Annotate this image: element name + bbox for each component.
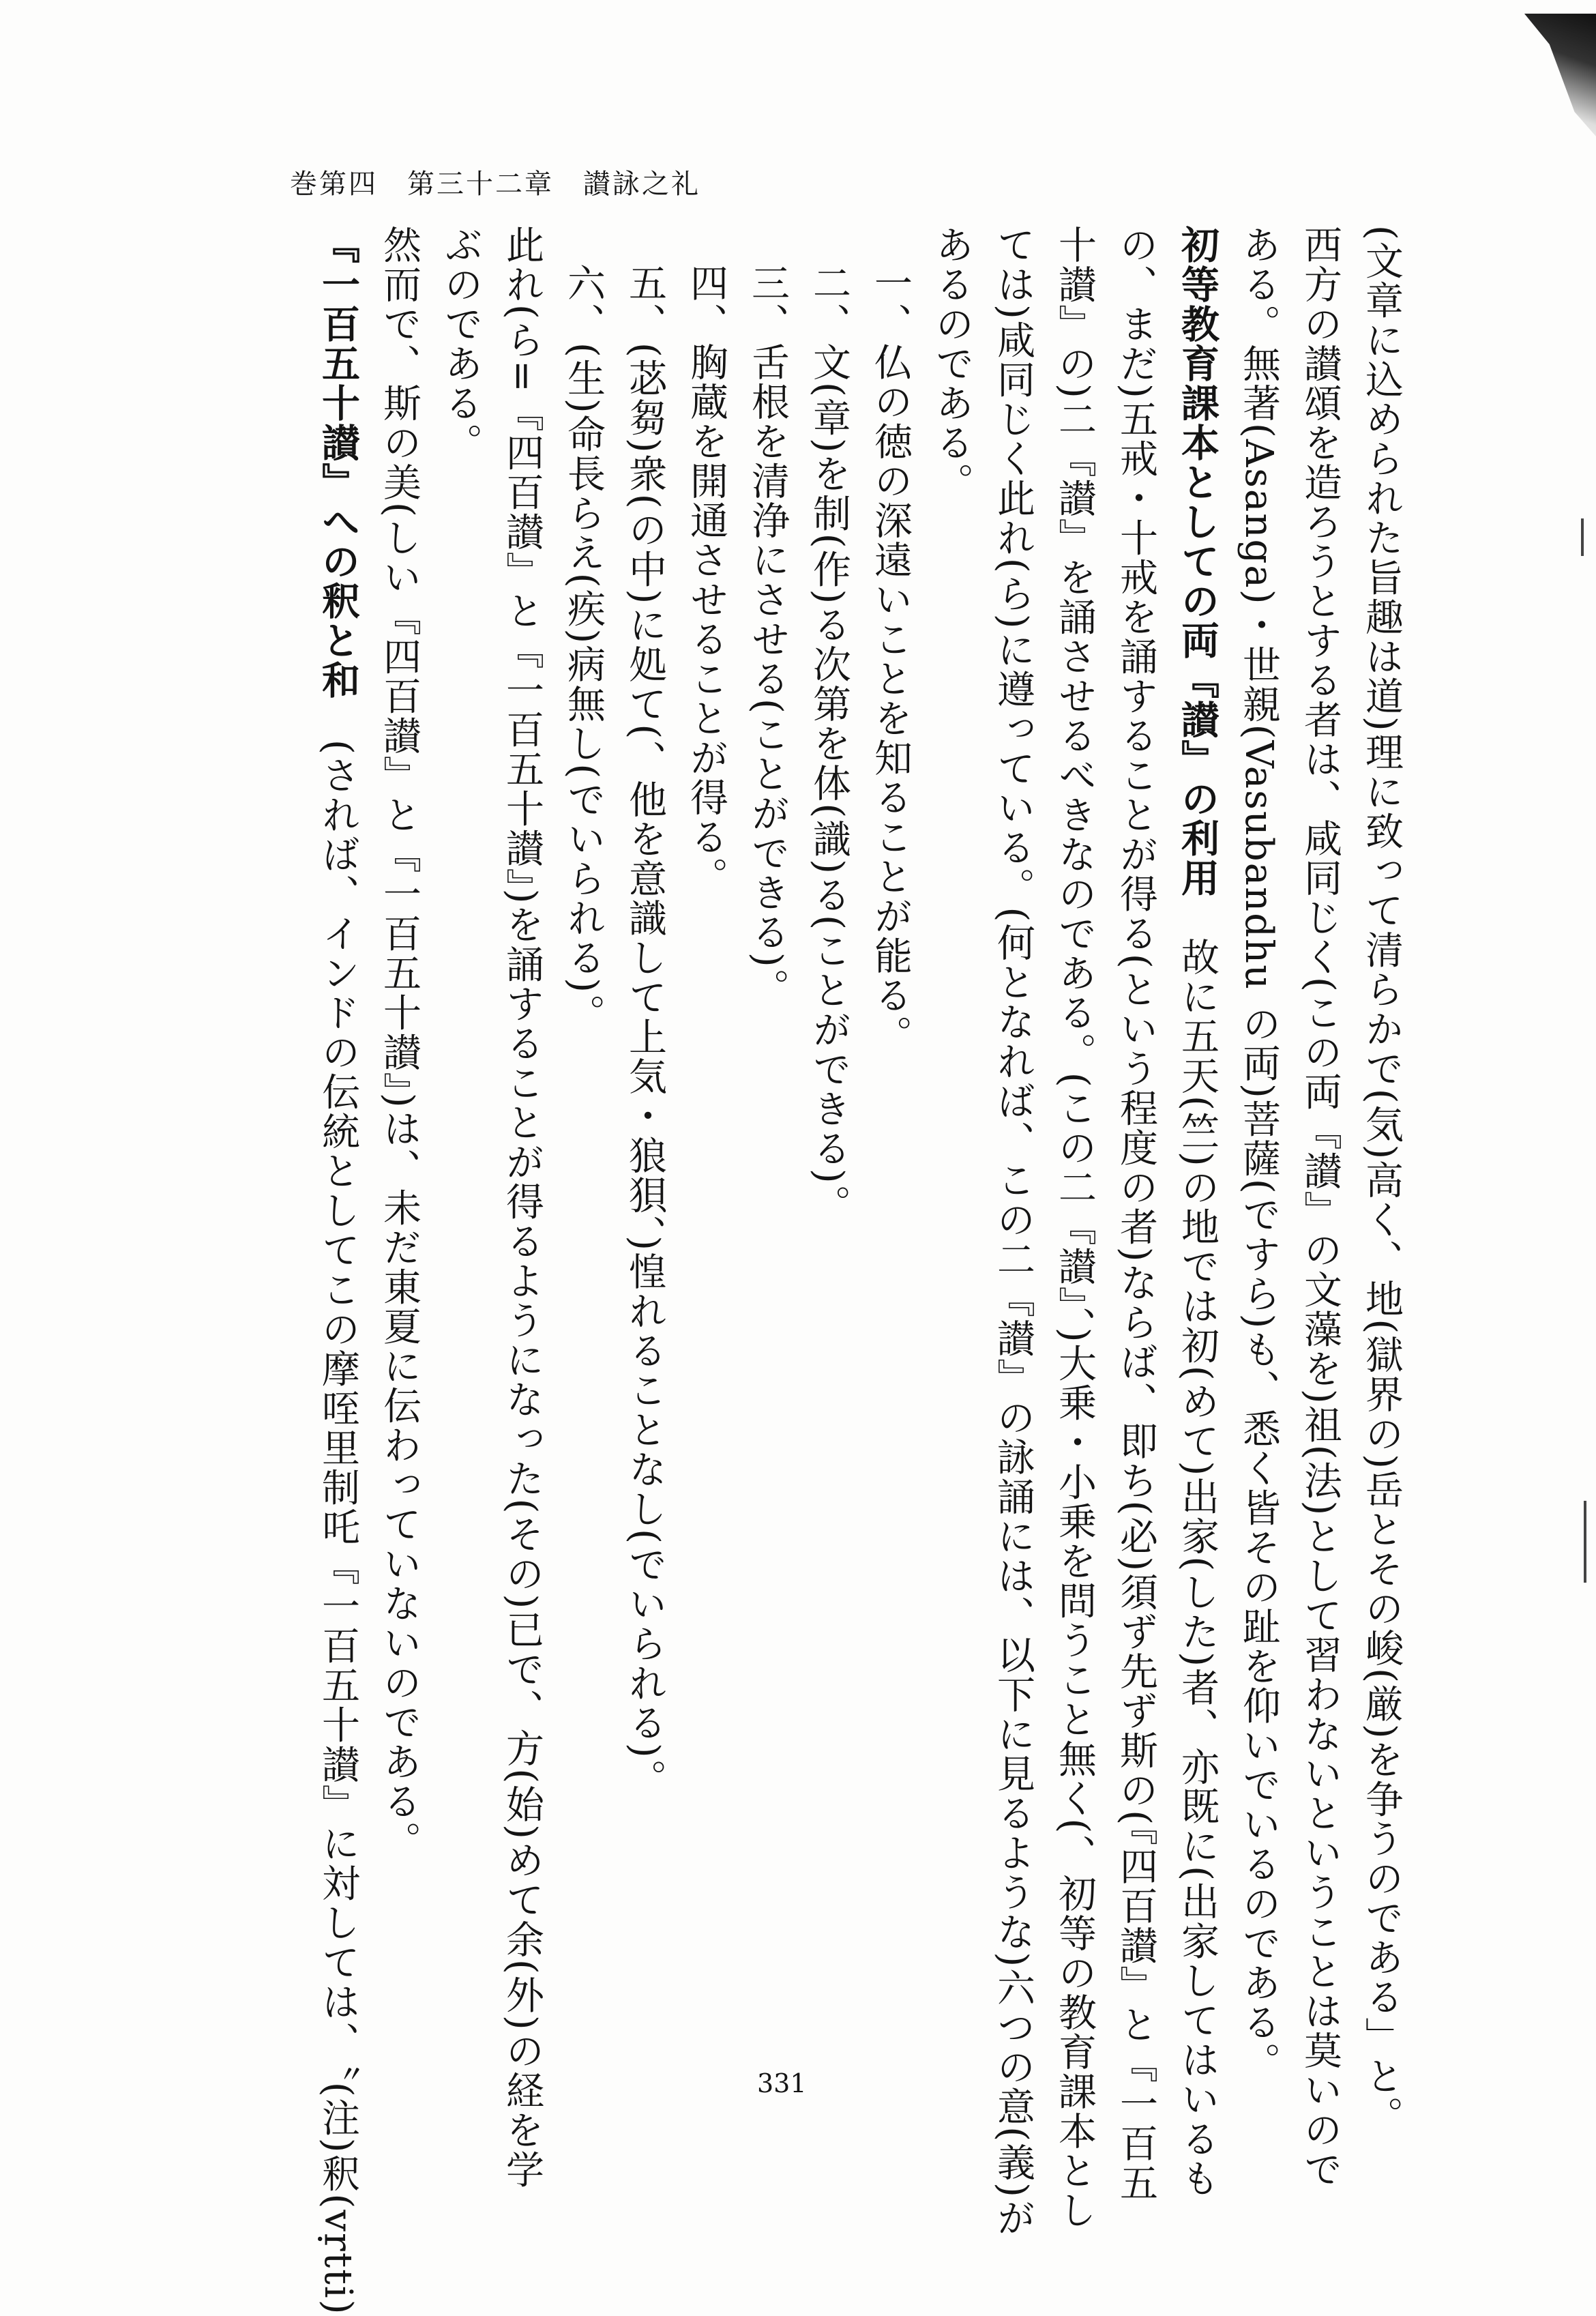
list-item: 三、舌根を清浄にさせる(ことができる)。 bbox=[745, 263, 790, 1008]
section-heading bbox=[1166, 225, 1228, 2199]
text-column-tail: (されば、インドの伝統としてこの摩咥里制吒『一百五十讃』に対しては、〝(注)釈(vṛtti) bbox=[316, 700, 360, 2316]
text-column-tail: 故に五天(竺)の地では初(めて)出家(した)者、亦既に(出家してはいるも bbox=[1175, 898, 1220, 2199]
text-column: ぶのである。 bbox=[439, 225, 483, 463]
list-item: 一、仏の徳の深遠いことを知ることが能る。 bbox=[868, 263, 913, 1055]
list-item: 六、(生)命長らえ(疾)病無し(でいられる)。 bbox=[561, 263, 606, 1034]
page-number: 331 bbox=[757, 2068, 807, 2098]
text-column: の、まだ)五戒・十戒を誦することが得る(という程度の者)ならば、即ち(必)須ず先ず斯の(『四百讃』と『一百五 bbox=[1114, 225, 1158, 2203]
section-heading-title: 初等教育課本としての両『讃』の利用 bbox=[1175, 225, 1220, 898]
list-item: 五、(苾芻)衆(の中)に処て(、他を意識して上気・狼狽、)惶れることなし(でいられる)。 bbox=[623, 263, 667, 1799]
text-column: 此れ(ら=『四百讃』と『一百五十讃』)を誦することが得るようになった(その)已で、方(始)めて余(外)の経を学 bbox=[500, 225, 544, 2190]
text-column: 西方の讃頌を造ろうとする者は、咸同じく(この両『讃』の文藻を)祖(法)として習わないということは莫いので bbox=[1298, 225, 1342, 2190]
text-column: 十讃』の)二『讃』を誦させるべきなのである。(この二『讃』、)大乗・小乗を問うこと無く(、初等の教育課本とし bbox=[1052, 225, 1097, 2231]
text-column: 然而で、斯の美(しい『四百讃』と『一百五十讃』)は、未だ東夏に伝わっていないのである。 bbox=[377, 225, 422, 1861]
list-item: 二、文(章)を制(作)る次第を体(識)る(ことができる)。 bbox=[807, 263, 851, 1225]
scan-mark bbox=[1584, 1501, 1586, 1583]
scan-mark bbox=[1581, 518, 1584, 556]
text-column: ては)咸同じく此れ(ら)に遵っている。(何となれば、この二『讃』の詠誦には、以下に見るような)六つの意(義)が bbox=[991, 225, 1035, 2238]
running-head: 巻第四 第三十二章 讃詠之礼 bbox=[290, 168, 700, 200]
section-heading-title: 『一百五十讃』への釈と和 bbox=[316, 225, 360, 700]
text-column: (文章に込められた旨趣は道)理に致って清らかで(気)高く、地(獄界の)岳とその峻(厳)を争うのである」と。 bbox=[1359, 225, 1404, 2136]
text-column: ある。無著(Asanga)・世親(Vasubandhu の両)菩薩(ですら)も、悉く皆その趾を仰いでいるのである。 bbox=[1237, 225, 1281, 2082]
text-column: あるのである。 bbox=[930, 225, 974, 502]
section-heading bbox=[307, 225, 368, 2316]
scan-shadow bbox=[1524, 14, 1596, 136]
list-item: 四、胸蔵を開通させることが得る。 bbox=[684, 263, 728, 896]
